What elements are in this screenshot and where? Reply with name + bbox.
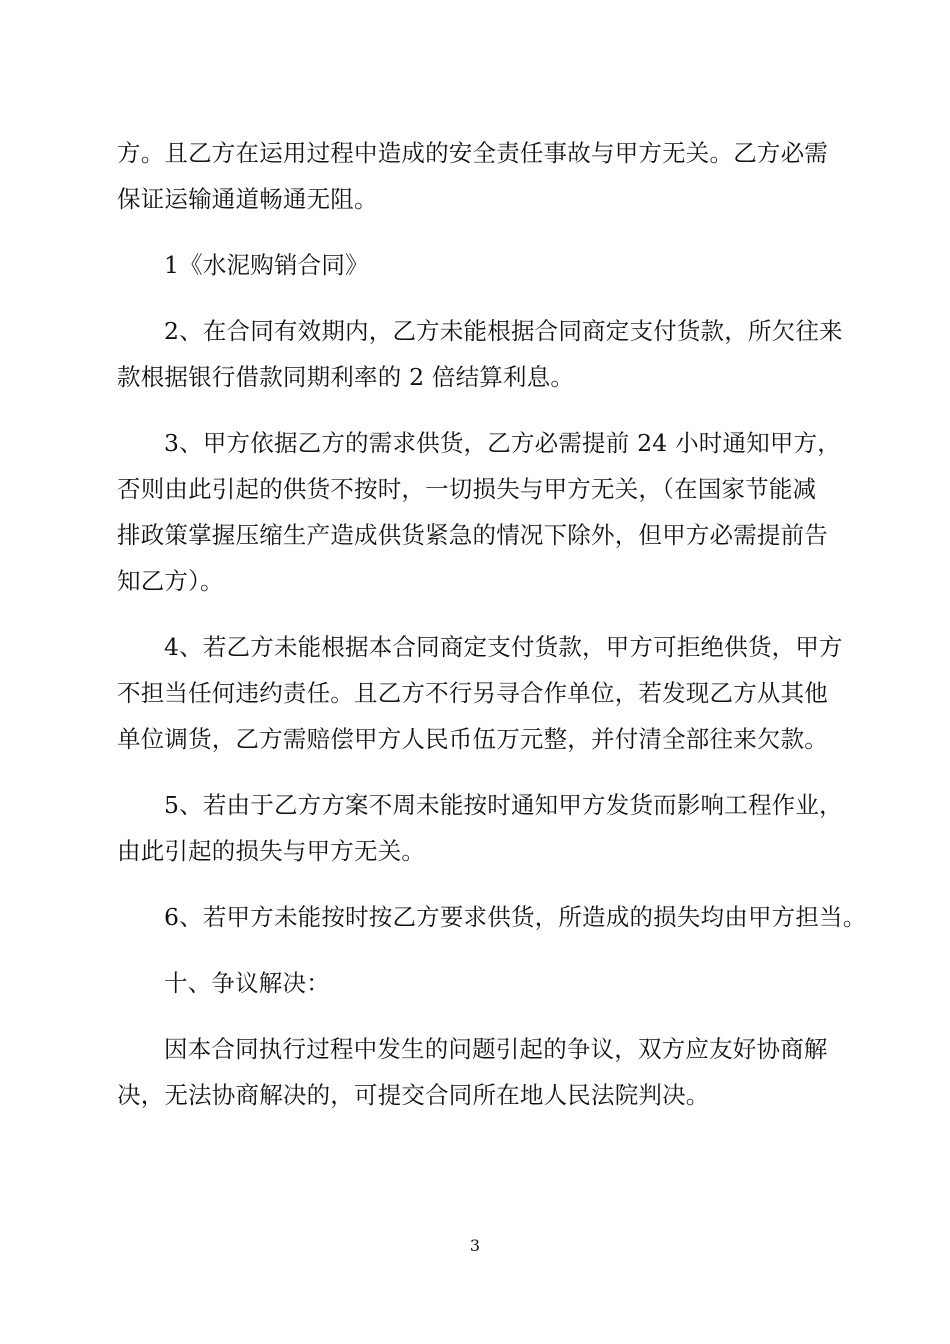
para-9-line-1: 因本合同执行过程中发生的问题引起的争议，双方应友好协商解 — [164, 1035, 828, 1063]
para-1-line-1: 方。且乙方在运用过程中造成的安全责任事故与甲方无关。乙方必需 — [117, 139, 828, 167]
para-5-line-1: 4、若乙方未能根据本合同商定支付货款，甲方可拒绝供货，甲方 — [164, 633, 843, 661]
para-9-line-2: 决，无法协商解决的，可提交合同所在地人民法院判决。 — [117, 1081, 710, 1109]
para-5-line-3: 单位调货，乙方需赔偿甲方人民币伍万元整，并付清全部往来欠款。 — [117, 725, 828, 753]
para-4-line-1: 3、甲方依据乙方的需求供货，乙方必需提前 24 小时通知甲方， — [164, 429, 841, 457]
para-4-line-4: 知乙方）。 — [117, 567, 224, 595]
para-4-line-3: 排政策掌握压缩生产造成供货紧急的情况下除外，但甲方必需提前告 — [117, 521, 828, 549]
page-number: 3 — [469, 1236, 481, 1255]
para-3-line-1: 2、在合同有效期内，乙方未能根据合同商定支付货款，所欠往来 — [164, 317, 843, 345]
para-4-line-2: 否则由此引起的供货不按时，一切损失与甲方无关，（在国家节能减 — [117, 475, 817, 503]
para-5-line-2: 不担当任何违约责任。且乙方不行另寻合作单位，若发现乙方从其他 — [117, 679, 828, 707]
para-7-line-1: 6、若甲方未能按时按乙方要求供货，所造成的损失均由甲方担当。 — [164, 903, 867, 931]
para-3-line-2: 款根据银行借款同期利率的 2 倍结算利息。 — [117, 363, 575, 391]
para-6-line-2: 由此引起的损失与甲方无关。 — [117, 837, 426, 865]
para-6-line-1: 5、若由于乙方方案不周未能按时通知甲方发货而影响工程作业， — [164, 791, 843, 819]
section-heading-dispute: 十、争议解决： — [164, 969, 330, 997]
para-2-line-1: 1《水泥购销合同》 — [164, 251, 369, 279]
para-1-line-2: 保证运输通道畅通无阻。 — [117, 185, 378, 213]
